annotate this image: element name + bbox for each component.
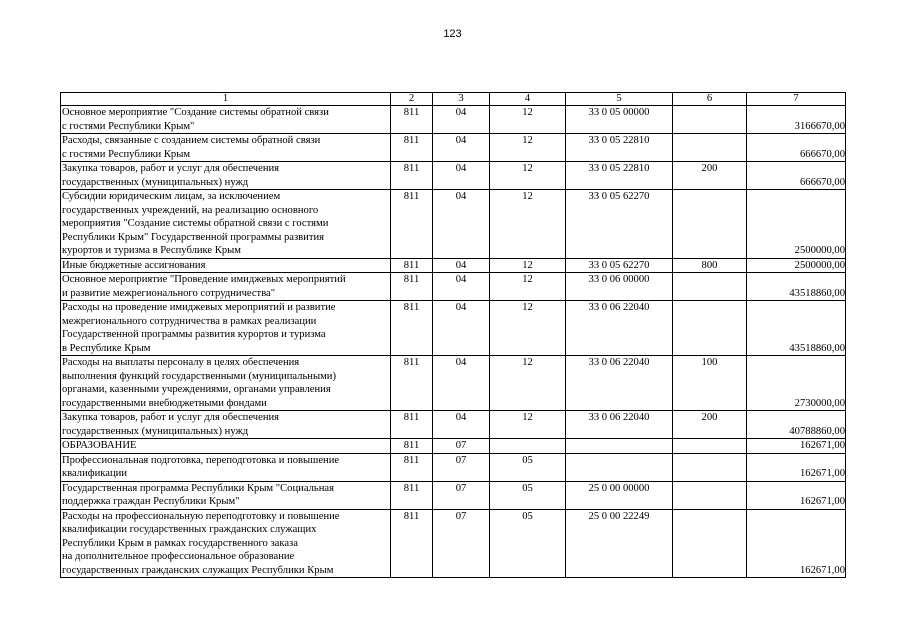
column-header: 7	[747, 93, 846, 106]
column-header: 5	[566, 93, 673, 106]
table-row	[61, 509, 846, 578]
ministry-code-cell: 811	[391, 356, 433, 411]
target-article-cell: 33 0 05 22810	[566, 134, 673, 162]
target-article-cell	[566, 439, 673, 454]
table-row	[61, 258, 846, 273]
target-article-cell	[566, 453, 673, 481]
section-code-cell: 04	[433, 258, 490, 273]
row-name-cell: Расходы на профессиональную переподготовку и повышение квалификации государственных гражданских служащих Республики Крым в рамках государственного заказа на дополнительное профессиональное образование государственных гражданских служащих Республики Крым	[61, 509, 391, 578]
table-row	[61, 411, 846, 439]
section-code-cell: 04	[433, 162, 490, 190]
ministry-code-cell: 811	[391, 273, 433, 301]
section-code-cell: 04	[433, 106, 490, 134]
expense-type-cell: 100	[673, 356, 747, 411]
target-article-cell: 25 0 00 22249	[566, 509, 673, 578]
column-header: 4	[490, 93, 566, 106]
ministry-code-cell: 811	[391, 258, 433, 273]
amount-cell: 40788860,00	[747, 411, 846, 439]
expense-type-cell	[673, 509, 747, 578]
section-code-cell: 04	[433, 411, 490, 439]
expense-type-cell	[673, 481, 747, 509]
subsection-code-cell: 05	[490, 481, 566, 509]
row-name-cell: ОБРАЗОВАНИЕ	[61, 439, 391, 454]
section-code-cell: 04	[433, 134, 490, 162]
subsection-code-cell: 12	[490, 356, 566, 411]
row-name-cell: Закупка товаров, работ и услуг для обеспечения государственных (муниципальных) нужд	[61, 411, 391, 439]
expense-type-cell: 200	[673, 411, 747, 439]
amount-cell: 2500000,00	[747, 190, 846, 259]
target-article-cell: 33 0 06 22040	[566, 356, 673, 411]
column-header: 1	[61, 93, 391, 106]
row-name-cell: Субсидии юридическим лицам, за исключением государственных учреждений, на реализацию основного мероприятия "Создание системы обратной связи с гостями Республики Крым" Государственной программы развития курортов и туризма в Республике Крым	[61, 190, 391, 259]
subsection-code-cell: 12	[490, 190, 566, 259]
ministry-code-cell: 811	[391, 301, 433, 356]
row-name-cell: Иные бюджетные ассигнования	[61, 258, 391, 273]
amount-cell: 43518860,00	[747, 273, 846, 301]
expense-type-cell	[673, 301, 747, 356]
ministry-code-cell: 811	[391, 439, 433, 454]
table-row	[61, 356, 846, 411]
table-header-row	[61, 93, 846, 106]
amount-cell: 162671,00	[747, 453, 846, 481]
table-row	[61, 106, 846, 134]
expense-type-cell	[673, 453, 747, 481]
expense-type-cell: 800	[673, 258, 747, 273]
ministry-code-cell: 811	[391, 453, 433, 481]
ministry-code-cell: 811	[391, 134, 433, 162]
expense-type-cell	[673, 134, 747, 162]
amount-cell: 666670,00	[747, 162, 846, 190]
amount-cell: 43518860,00	[747, 301, 846, 356]
section-code-cell: 04	[433, 356, 490, 411]
table-row	[61, 134, 846, 162]
amount-cell: 2500000,00	[747, 258, 846, 273]
row-name-cell: Расходы, связанные с созданием системы обратной связи с гостями Республики Крым	[61, 134, 391, 162]
table-row	[61, 301, 846, 356]
expense-type-cell	[673, 273, 747, 301]
amount-cell: 666670,00	[747, 134, 846, 162]
row-name-cell: Государственная программа Республики Крым "Социальная поддержка граждан Республики Крым"	[61, 481, 391, 509]
subsection-code-cell: 12	[490, 162, 566, 190]
column-header: 2	[391, 93, 433, 106]
subsection-code-cell	[490, 439, 566, 454]
subsection-code-cell: 12	[490, 258, 566, 273]
section-code-cell: 04	[433, 301, 490, 356]
table-row	[61, 439, 846, 454]
table-row	[61, 162, 846, 190]
target-article-cell: 33 0 06 22040	[566, 301, 673, 356]
section-code-cell: 07	[433, 439, 490, 454]
ministry-code-cell: 811	[391, 190, 433, 259]
section-code-cell: 07	[433, 509, 490, 578]
ministry-code-cell: 811	[391, 509, 433, 578]
ministry-code-cell: 811	[391, 411, 433, 439]
expense-type-cell	[673, 190, 747, 259]
page-number: 123	[443, 28, 462, 40]
section-code-cell: 07	[433, 481, 490, 509]
row-name-cell: Расходы на выплаты персоналу в целях обеспечения выполнения функций государственными (муниципальными) органами, казенными учреждениями, органами управления государственными внебюджетными фондами	[61, 356, 391, 411]
section-code-cell: 04	[433, 190, 490, 259]
subsection-code-cell: 12	[490, 411, 566, 439]
table-row	[61, 453, 846, 481]
amount-cell: 162671,00	[747, 481, 846, 509]
row-name-cell: Закупка товаров, работ и услуг для обеспечения государственных (муниципальных) нужд	[61, 162, 391, 190]
subsection-code-cell: 05	[490, 509, 566, 578]
budget-table	[60, 92, 846, 578]
column-header: 6	[673, 93, 747, 106]
subsection-code-cell: 12	[490, 134, 566, 162]
ministry-code-cell: 811	[391, 162, 433, 190]
table-row	[61, 481, 846, 509]
column-header: 3	[433, 93, 490, 106]
amount-cell: 162671,00	[747, 509, 846, 578]
expense-type-cell: 200	[673, 162, 747, 190]
table-row	[61, 273, 846, 301]
expense-type-cell	[673, 106, 747, 134]
ministry-code-cell: 811	[391, 481, 433, 509]
row-name-cell: Профессиональная подготовка, переподготовка и повышение квалификации	[61, 453, 391, 481]
subsection-code-cell: 12	[490, 273, 566, 301]
amount-cell: 2730000,00	[747, 356, 846, 411]
section-code-cell: 07	[433, 453, 490, 481]
table-row	[61, 190, 846, 259]
target-article-cell: 33 0 05 62270	[566, 258, 673, 273]
target-article-cell: 33 0 05 00000	[566, 106, 673, 134]
row-name-cell: Основное мероприятие "Проведение имиджевых мероприятий и развитие межрегионального сотрудничества"	[61, 273, 391, 301]
amount-cell: 3166670,00	[747, 106, 846, 134]
section-code-cell: 04	[433, 273, 490, 301]
row-name-cell: Основное мероприятие "Создание системы обратной связи с гостями Республики Крым"	[61, 106, 391, 134]
subsection-code-cell: 05	[490, 453, 566, 481]
target-article-cell: 33 0 06 00000	[566, 273, 673, 301]
target-article-cell: 33 0 05 22810	[566, 162, 673, 190]
subsection-code-cell: 12	[490, 301, 566, 356]
target-article-cell: 33 0 05 62270	[566, 190, 673, 259]
target-article-cell: 25 0 00 00000	[566, 481, 673, 509]
expense-type-cell	[673, 439, 747, 454]
target-article-cell: 33 0 06 22040	[566, 411, 673, 439]
amount-cell: 162671,00	[747, 439, 846, 454]
subsection-code-cell: 12	[490, 106, 566, 134]
ministry-code-cell: 811	[391, 106, 433, 134]
row-name-cell: Расходы на проведение имиджевых мероприятий и развитие межрегионального сотрудничества в рамках реализации Государственной программы развития курортов и туризма в Республике Крым	[61, 301, 391, 356]
